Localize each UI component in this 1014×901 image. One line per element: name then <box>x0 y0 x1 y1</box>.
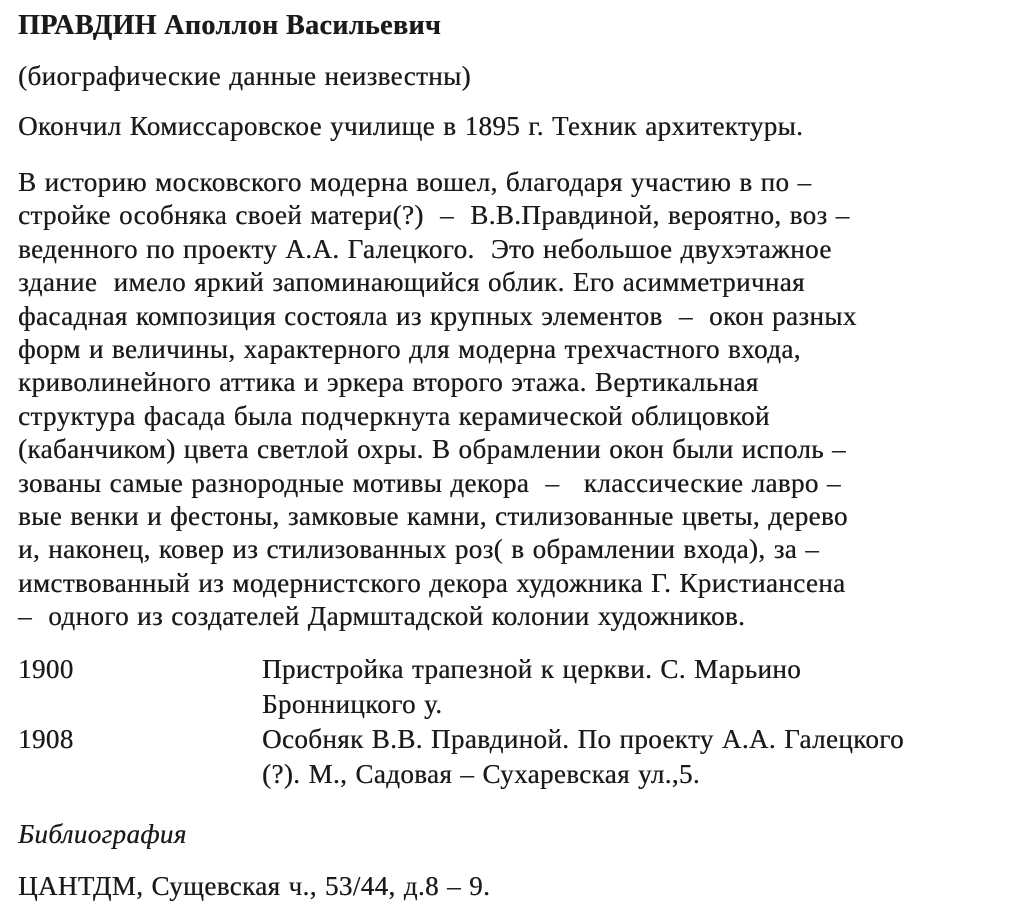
bibliography-heading: Библиография <box>18 818 187 849</box>
paragraph-line: зованы самые разнородные мотивы декора – классические лавро – <box>18 467 841 498</box>
paragraph-line: вые венки и фестоны, замковые камни, стилизованные цветы, дерево <box>18 501 848 532</box>
main-paragraph <box>18 166 994 634</box>
work-description-line: Пристройка трапезной к церкви. С. Марьино <box>262 653 802 684</box>
paragraph-line: криволинейного аттика и эркера второго этажа. Вертикальная <box>18 367 759 398</box>
paragraph-line: и, наконец, ковер из стилизованных роз( в обрамлении входа), за – <box>18 534 820 565</box>
paragraph-line: здание имело яркий запоминающийся облик. Его асимметричная <box>18 267 805 298</box>
paragraph-line: форм и величины, характерного для модерна трехчастного входа, <box>18 334 801 365</box>
work-row <box>18 652 994 722</box>
paragraph-line: структура фасада была подчеркнута керамической облицовкой <box>18 400 770 431</box>
entry-title: ПРАВДИН Аполлон Васильевич <box>18 10 442 41</box>
bio-note: (биографические данные неизвестны) <box>18 61 471 91</box>
work-description-line: (?). М., Садовая – Сухаревская ул.,5. <box>262 758 700 789</box>
work-description-line: Особняк В.В. Правдиной. По проекту А.А. Галецкого <box>262 723 904 754</box>
paragraph-line: (кабанчиком) цвета светлой охры. В обрамлении окон были исполь – <box>18 434 846 465</box>
bibliography-entry: ЦАНТДМ, Сущевская ч., 53/44, д.8 – 9. <box>18 870 491 901</box>
work-year: 1900 <box>18 653 74 684</box>
works-list <box>18 652 994 792</box>
work-row <box>18 722 994 792</box>
education-line: Окончил Комиссаровское училище в 1895 г. Техник архитектуры. <box>18 111 804 141</box>
paragraph-line: веденного по проекту А.А. Галецкого. Это небольшое двухэтажное <box>18 233 832 264</box>
work-year: 1908 <box>18 723 74 754</box>
paragraph-line: стройке особняка своей матери(?) – В.В.Правдиной, вероятно, воз – <box>18 200 850 231</box>
work-description-line: Бронницкого у. <box>262 688 443 719</box>
work-description <box>262 722 994 792</box>
work-description <box>262 652 994 722</box>
paragraph-line: – одного из создателей Дармштадской колонии художников. <box>18 601 746 632</box>
paragraph-line: имствованный из модернистского декора художника Г. Кристиансена <box>18 567 846 598</box>
paragraph-line: фасадная композиция состояла из крупных элементов – окон разных <box>18 300 857 331</box>
paragraph-line: В историю московского модерна вошел, благодаря участию в по – <box>18 167 812 197</box>
